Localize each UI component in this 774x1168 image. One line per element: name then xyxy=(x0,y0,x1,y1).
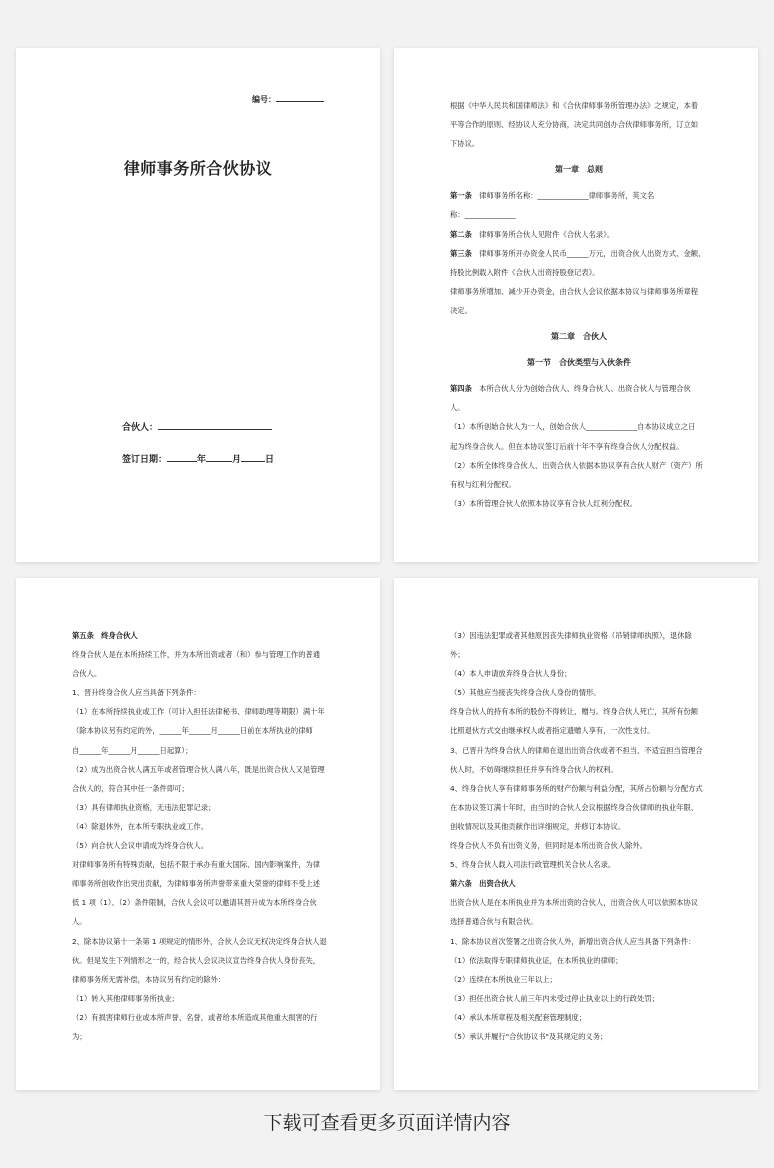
line-text: 对律师事务所有特殊贡献，包括不限于承办有重大国际、国内影响案件，为律 xyxy=(72,860,321,870)
line-text: 创收情况以及其他贡献作出详细规定，并修订本协议。 xyxy=(450,821,626,831)
line-text: （2）连续在本所执业三年以上； xyxy=(450,974,557,984)
line-text: 根据《中华人民共和国律师法》和《合伙律师事务所管理办法》之规定，本着 xyxy=(450,101,699,110)
chapter-heading: 第一节 合伙类型与入伙条件 xyxy=(527,358,631,368)
line-text: 律师事务所增加、减少开办资金，由合伙人会议依据本协议与律师事务所章程 xyxy=(450,286,699,296)
line-text: 出资合伙人是在本所执业并为本所出资的合伙人，出资合伙人可以依照本协议 xyxy=(450,898,699,908)
line-text: （3）具有律师执业资格，无违法犯罪记录； xyxy=(72,802,216,812)
line-text: 3、已晋升为终身合伙人的律师在退出出资合伙或者不担当、不适宜担当管理合 xyxy=(450,745,703,755)
body-line xyxy=(450,836,708,855)
body-line xyxy=(450,664,708,683)
body-line xyxy=(450,1027,708,1046)
page-cover xyxy=(16,48,380,562)
number-blank xyxy=(276,92,324,102)
line-text: （3）本所管理合伙人依照本协议享有合伙人红利分配权。 xyxy=(450,498,638,508)
body-line xyxy=(450,645,708,664)
line-text: 起为终身合伙人。但在本协议签订后前十年不享有终身合伙人分配权益。 xyxy=(450,441,684,451)
body-line xyxy=(450,301,708,320)
line-text: 合伙人。 xyxy=(72,669,102,679)
body-line xyxy=(72,951,328,970)
body-line xyxy=(450,760,708,779)
body-line xyxy=(450,951,708,970)
line-text: （除本协议另有约定的外，______年______月______日前在本所执业的律师 xyxy=(72,726,313,736)
body-line xyxy=(450,683,708,702)
line-text: 持股比例载入附件《合伙人出资持股登记表》。 xyxy=(450,267,600,277)
line-text: 律师事务所名称：______________律师事务所，英文名 xyxy=(471,191,655,201)
line-text: 选择普通合伙与有限合伙。 xyxy=(450,917,538,927)
line-text: 本所合伙人分为创始合伙人、终身合伙人、出资合伙人与管理合伙 xyxy=(471,384,691,394)
body-line xyxy=(450,721,708,740)
body-line xyxy=(450,244,708,263)
line-text: 1、除本协议首次签署之出资合伙人外，新增出资合伙人应当具备下列条件： xyxy=(450,936,696,946)
partner-blank xyxy=(158,420,272,430)
line-text: 下协议。 xyxy=(450,139,480,149)
partner-field: 合伙人： xyxy=(122,420,272,433)
body-line xyxy=(450,1008,708,1027)
page-2-body xyxy=(450,96,708,513)
line-text: 终身合伙人是在本所持续工作，并为本所出资或者（和）参与管理工作的普通 xyxy=(72,650,321,660)
line-text: 合伙人的，符合其中任一条件即可； xyxy=(72,783,189,793)
body-line xyxy=(72,970,328,989)
line-text: 外； xyxy=(450,650,465,660)
line-text: 人。 xyxy=(72,917,87,927)
line-text: 师事务所创收作出突出贡献，为律师事务所声誉带来重大荣誉的律师不受上述 xyxy=(72,879,321,889)
chapter-heading: 第二章 合伙人 xyxy=(551,332,607,342)
body-line xyxy=(72,798,328,817)
line-text: 自______年______月______日起算）； xyxy=(72,745,193,755)
body-line xyxy=(72,683,328,702)
line-text: （5）向合伙人会议申请成为终身合伙人。 xyxy=(72,841,208,851)
line-text: 终身合伙人不负有出资义务，但同时是本所出资合伙人除外。 xyxy=(450,841,648,851)
document-title: 律师事务所合伙协议 xyxy=(123,159,273,178)
line-text: 平等合作的原则、经协议人充分协商，决定共同创办合伙律师事务所，订立如 xyxy=(450,120,699,130)
page-4-body xyxy=(450,626,708,1046)
line-text: 5、终身合伙人载入司法行政管理机关合伙人名录。 xyxy=(450,860,616,870)
body-line xyxy=(72,664,328,683)
body-line xyxy=(450,932,708,951)
line-text: 律师事务所开办资金人民币______万元，出资合伙人出资方式、金额、 xyxy=(471,248,706,258)
line-text: （5）承认并履行"合伙协议书"及其规定的义务； xyxy=(450,1031,608,1041)
body-line xyxy=(450,96,708,115)
line-text: 律师事务所合伙人见附件《合伙人名录》。 xyxy=(471,229,615,239)
body-line xyxy=(450,282,708,301)
body-line xyxy=(450,970,708,989)
line-text: （3）因违法犯罪或者其他原因丧失律师执业资格（吊销律师执照），退休除 xyxy=(450,631,692,640)
line-text: 律师事务所无需补偿，本协议另有约定的除外： xyxy=(72,974,226,984)
body-line xyxy=(72,741,328,760)
body-line xyxy=(450,893,708,912)
body-line xyxy=(450,205,708,224)
body-line xyxy=(72,702,328,721)
line-text: 伙。但是发生下列情形之一的，经合伙人会议决议宣告终身合伙人身份丧失， xyxy=(72,955,321,965)
body-line xyxy=(450,134,708,153)
body-line xyxy=(450,626,708,645)
article-label: 第二条 xyxy=(450,229,472,239)
body-line xyxy=(72,779,328,798)
body-line xyxy=(450,225,708,244)
body-line xyxy=(450,741,708,760)
article-label: 第四条 xyxy=(450,384,472,394)
line-text: 比照退伙方式交由继承权人或者指定遗赠人享有，一次性支付。 xyxy=(450,726,655,736)
body-line xyxy=(450,379,708,398)
body-line xyxy=(450,912,708,931)
line-text: 为； xyxy=(72,1031,87,1041)
body-line xyxy=(450,874,708,893)
body-line xyxy=(450,437,708,456)
body-line xyxy=(450,798,708,817)
sign-date-field: 签订日期： 年 月 日 xyxy=(122,452,274,465)
line-text: 称：______________ xyxy=(450,210,516,220)
line-text: 低 1 项（1）、（2）条件限制，合伙人会议可以邀请其晋升成为本所终身合伙 xyxy=(72,898,317,908)
body-line xyxy=(72,893,328,912)
body-line xyxy=(72,836,328,855)
line-text: 终身合伙人的持有本所的股份不得转让、赠与。终身合伙人死亡，其所有份额 xyxy=(450,707,699,717)
body-line xyxy=(72,912,328,931)
line-text: （3）担任出资合伙人前三年内未受过停止执业以上的行政处罚； xyxy=(450,993,659,1003)
body-line xyxy=(450,263,708,282)
article-label: 第六条 出资合伙人 xyxy=(450,879,516,889)
body-line xyxy=(450,456,708,475)
body-line xyxy=(450,779,708,798)
body-line xyxy=(72,874,328,893)
body-line xyxy=(450,702,708,721)
page-2 xyxy=(394,48,758,562)
line-text: 伙人时，不妨碍继续担任并享有终身合伙人的权利。 xyxy=(450,764,618,774)
body-line xyxy=(72,645,328,664)
line-text: （2）本所全体终身合伙人、出资合伙人依据本协议享有合伙人财产（资产）所 xyxy=(450,460,703,470)
body-line xyxy=(72,989,328,1008)
article-label: 第三条 xyxy=(450,248,472,258)
line-text: （5）其他应当接丧失终身合伙人身份的情形。 xyxy=(450,688,601,698)
body-line xyxy=(450,475,708,494)
body-line xyxy=(450,989,708,1008)
line-text: 决定。 xyxy=(450,305,472,315)
body-line xyxy=(72,932,328,951)
line-text: （1）在本所持续执业或工作（可计入担任法律秘书、律师助理等期限）满十年 xyxy=(72,707,325,717)
line-text: （2）有损害律师行业或本所声誉、名誉，或者给本所造成其他重大损害的行 xyxy=(72,1012,318,1022)
line-text: 有权与红利分配权。 xyxy=(450,479,516,489)
line-text: （1）本所创始合伙人为一人，创始合伙人______________自本协议成立之日 xyxy=(450,422,696,432)
body-line xyxy=(450,115,708,134)
line-text: 1、晋升终身合伙人应当具备下列条件： xyxy=(72,688,201,698)
page-3-body xyxy=(72,626,328,1046)
line-text: 在本协议签订满十年时，由当时的合伙人会议根据终身合伙律师的执业年限、 xyxy=(450,802,699,812)
body-line xyxy=(450,417,708,436)
line-text: 4、终身合伙人享有律师事务所的财产份额与利益分配，其所占份额与分配方式 xyxy=(450,783,703,793)
body-line xyxy=(72,855,328,874)
download-caption: 下载可查看更多页面详情内容 xyxy=(263,1112,511,1134)
body-line xyxy=(450,855,708,874)
line-text: （2）成为出资合伙人满五年或者管理合伙人满八年，既是出资合伙人又是管理 xyxy=(72,764,325,774)
body-line xyxy=(72,760,328,779)
body-line xyxy=(72,721,328,740)
page-3 xyxy=(16,578,380,1090)
page-4 xyxy=(394,578,758,1090)
article-label: 第五条 终身合伙人 xyxy=(72,631,138,640)
body-line xyxy=(450,186,708,205)
body-line xyxy=(72,626,328,645)
chapter-heading: 第一章 总则 xyxy=(555,165,603,175)
body-line xyxy=(72,1027,328,1046)
line-text: （1）依法取得专职律师执业证，在本所执业的律师； xyxy=(450,955,623,965)
line-text: （4）本人申请放弃终身合伙人身份； xyxy=(450,669,572,679)
document-number: 编号： xyxy=(252,92,324,105)
line-text: 人。 xyxy=(450,403,465,413)
line-text: （1）转入其他律师事务所执业； xyxy=(72,993,179,1003)
body-line xyxy=(72,1008,328,1027)
body-line xyxy=(450,398,708,417)
body-line xyxy=(72,817,328,836)
line-text: （4）承认本所章程及相关配套管理制度； xyxy=(450,1012,586,1022)
line-text: 2、除本协议第十一条第 1 项规定的情形外，合伙人会议无权决定终身合伙人退 xyxy=(72,936,327,946)
line-text: （4）除退休外，在本所专职执业或工作。 xyxy=(72,821,208,831)
article-label: 第一条 xyxy=(450,191,472,201)
body-line xyxy=(450,494,708,513)
body-line xyxy=(450,817,708,836)
